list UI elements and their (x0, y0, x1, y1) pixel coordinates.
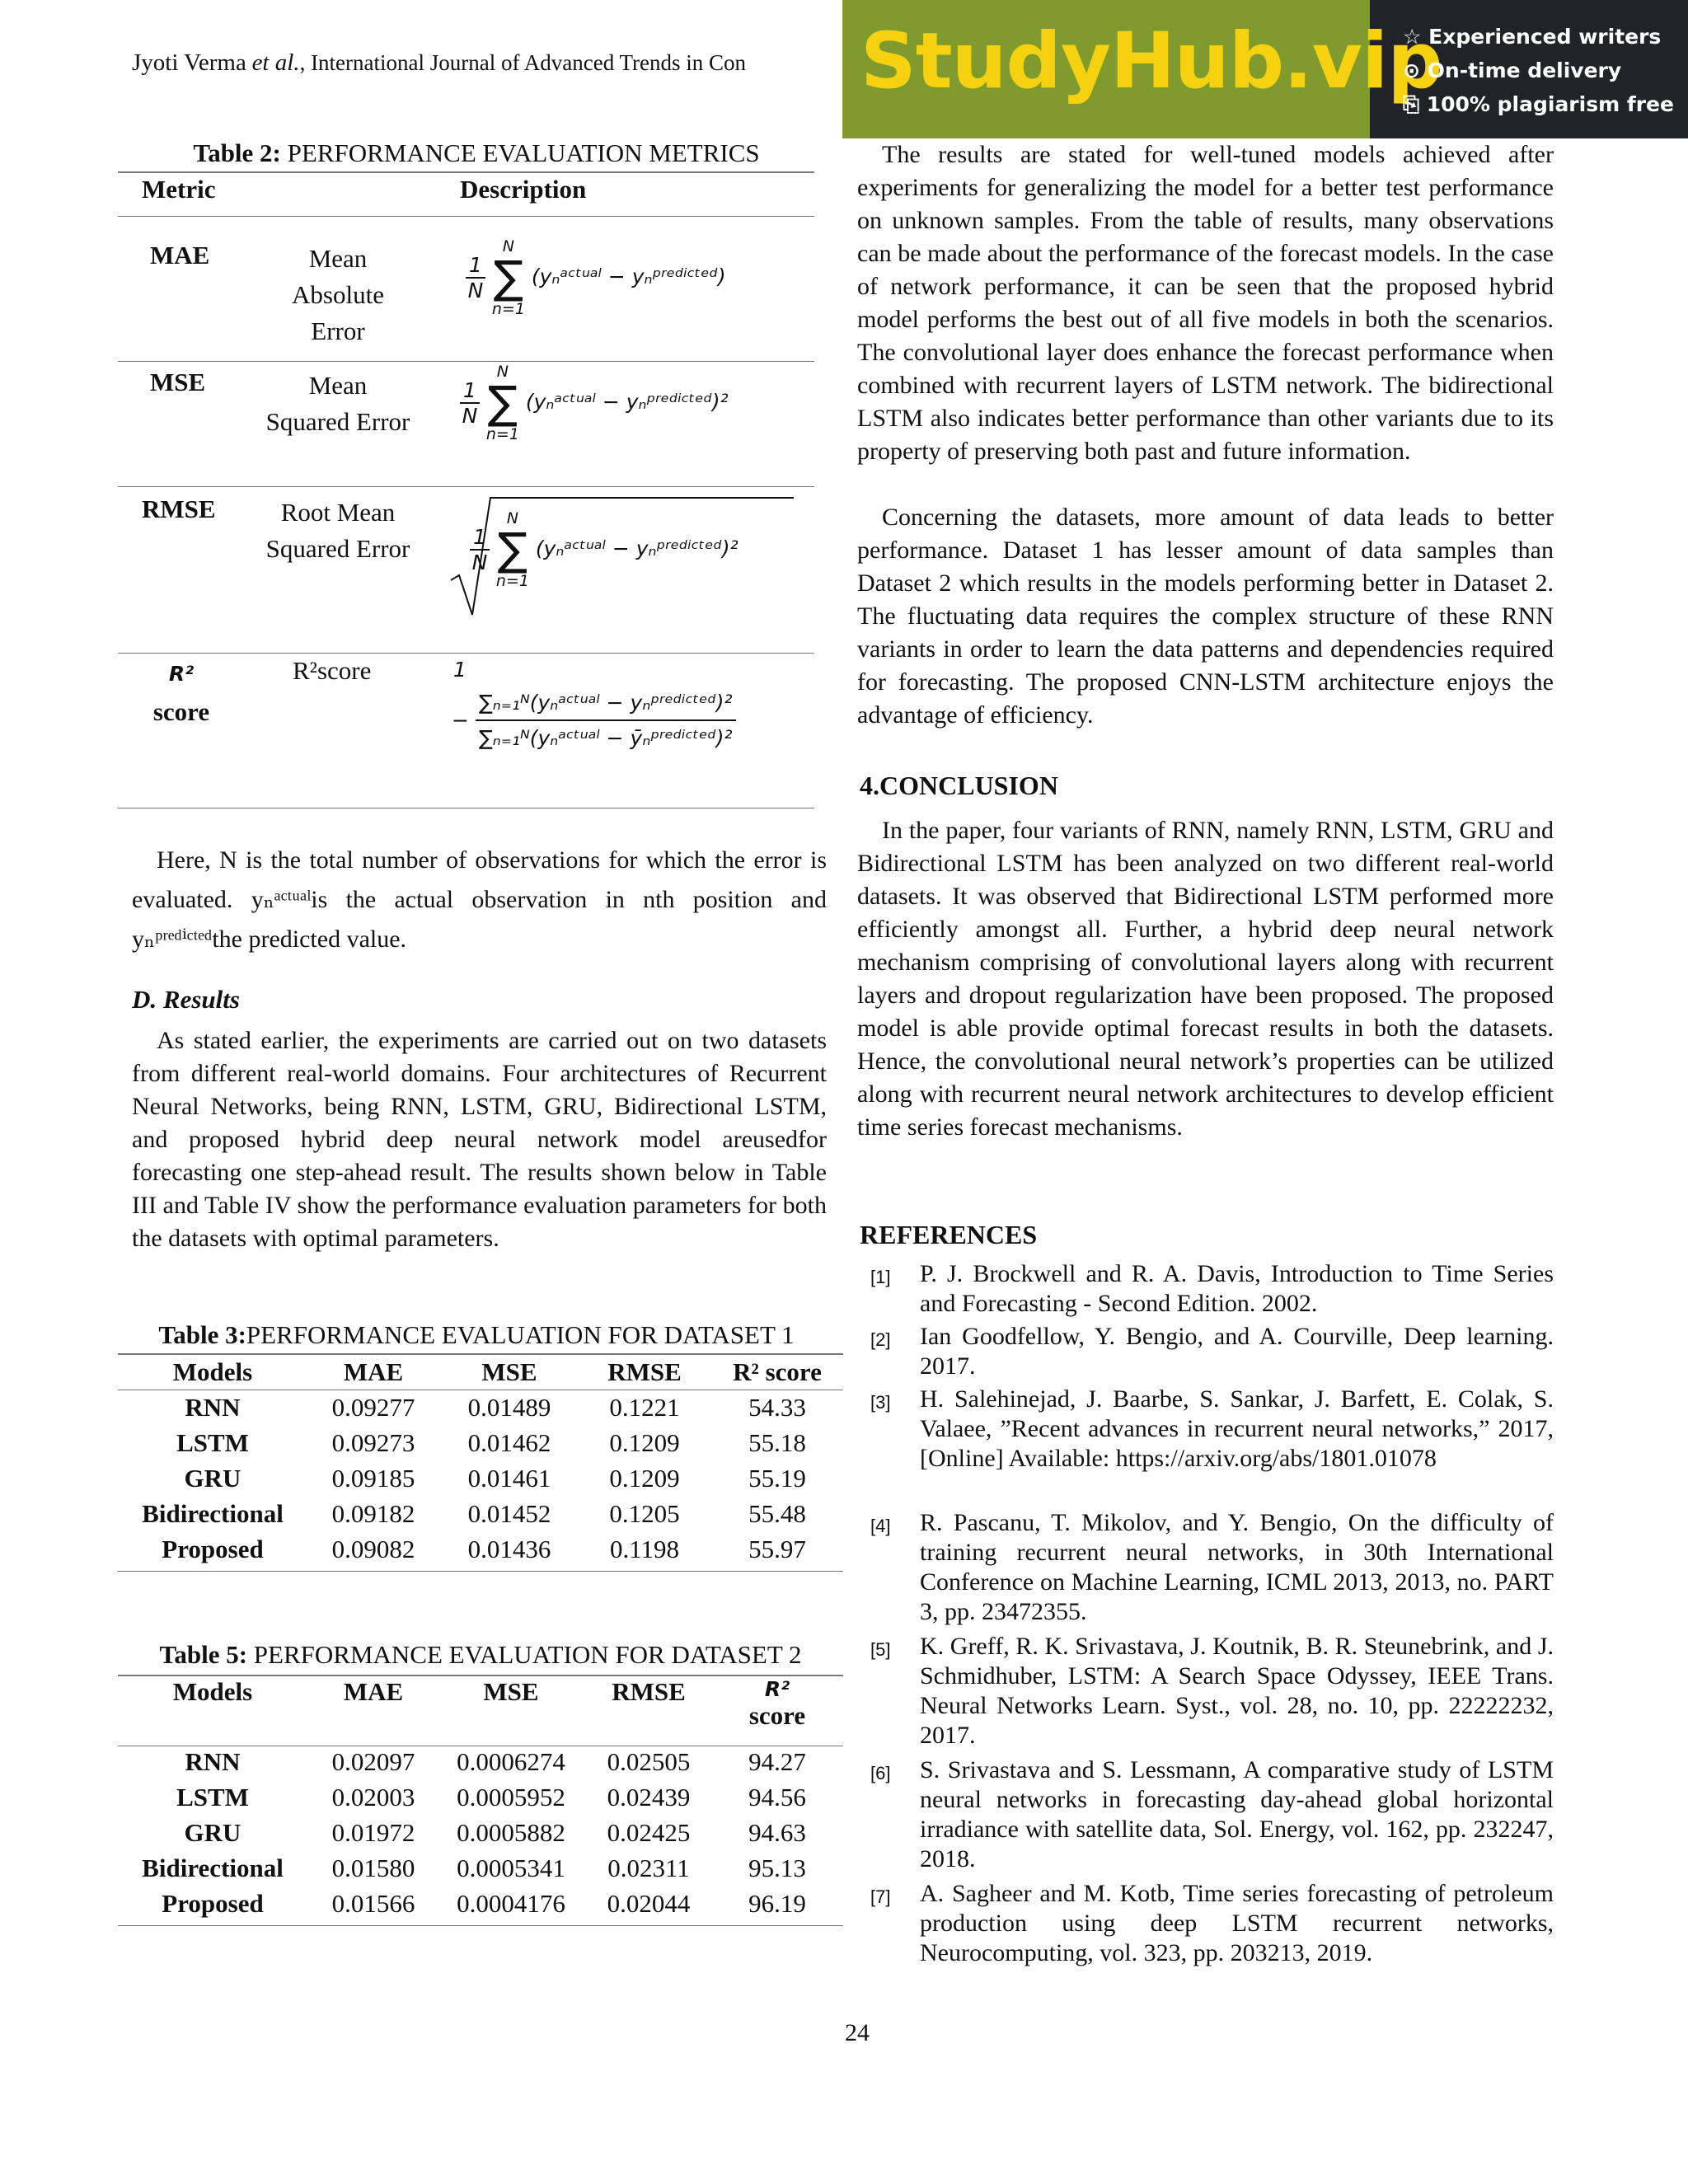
banner-feature-writers: ☆ Experienced writers (1403, 25, 1662, 49)
banner-features (1403, 20, 1674, 121)
reference-number: [3] (870, 1392, 891, 1413)
table-row-model: Bidirectional (142, 1499, 284, 1528)
table2-metric-r2: R² score (152, 662, 210, 726)
table-cell: 0.1205 (609, 1499, 680, 1528)
table-cell: 0.1209 (609, 1464, 680, 1493)
table2-header-description: Description (460, 175, 587, 204)
table-row-model: Proposed (162, 1535, 264, 1563)
formula-mse: $\frac{1}{N}$ N ∑ n=1 (yₙᵃᶜᵗᵘᵃˡ − yₙᵖʳᵉᵈⁱᶜᵗᵉᵈ)² (460, 363, 729, 443)
reference-number: [4] (870, 1516, 891, 1536)
table-cell: 94.56 (748, 1783, 806, 1811)
table-cell: 0.0006274 (457, 1747, 565, 1776)
table2-rule-2 (118, 486, 814, 487)
metrics-explanation: Here, N is the total number of observations for which the error is evaluated. yₙᵃᶜᵗᵘᵃˡis the actual observation in nth position and yₙᵖʳᵉᵈⁱᶜᵗᵉᵈthe predicted value. (132, 846, 827, 953)
table-cell: 0.09082 (331, 1535, 415, 1563)
table-row-model: RNN (185, 1747, 241, 1776)
page-number: 24 (845, 2019, 870, 2046)
formula-r2-one: 1 (453, 658, 467, 682)
table2-top-rule (118, 171, 814, 173)
table-cell: 0.02425 (607, 1818, 691, 1847)
table-cell: 0.01566 (331, 1889, 415, 1918)
table-cell: 0.01452 (467, 1499, 551, 1528)
table-cell: 0.09277 (331, 1393, 415, 1422)
results-paragraph: As stated earlier, the experiments are carried out on two datasets from different real-world domains. Four architectures of Recurrent Neural Networks, being RNN, LSTM, GRU, Bidirectional LSTM, and proposed hybrid deep neural network model areusedfor forecasting one step-ahead result. The results shown below in Table III and Table IV show the performance evaluation parameters for both the datasets with optimal parameters. (132, 1027, 827, 1252)
table3-header-r2: R² score (733, 1357, 822, 1386)
table3-header-rmse: RMSE (607, 1357, 682, 1386)
table-cell: 55.97 (748, 1535, 806, 1563)
table-row-model: LSTM (176, 1783, 249, 1811)
running-header: Jyoti Verma et al., International Journal of Advanced Trends in Con (132, 49, 746, 76)
results-heading: D. Results (132, 985, 240, 1014)
table2-desc-mae: Mean Absolute Error (292, 244, 384, 345)
banner-logo-panel (842, 0, 1442, 138)
formula-r2: − $\frac{\text{∑ₙ₌₁ᴺ(yₙᵃᶜᵗᵘᵃˡ − yₙᵖʳᵉᵈⁱᶜᵗᵉᵈ)²}}{\text{∑ₙ₌₁ᴺ(yₙᵃᶜᵗᵘᵃˡ − ȳₙᵖʳᵉᵈⁱᶜᵗᵉᵈ)²}}$ (452, 691, 736, 750)
table3-top-rule (118, 1353, 843, 1355)
reference-text: S. Srivastava and S. Lessmann, A comparative study of LSTM neural networks in forecasting day-ahead global horizontal irradiance with satellite data, Sol. Energy, vol. 162, pp. 232247, 2018. (920, 1756, 1554, 1872)
table-row-model: Proposed (162, 1889, 264, 1918)
reference-text: A. Sagheer and M. Kotb, Time series forecasting of petroleum production using deep LSTM recurrent networks, Neurocomputing, vol. 323, pp. 203213, 2019. (920, 1880, 1554, 1966)
conclusion-paragraph: In the paper, four variants of RNN, namely RNN, LSTM, GRU and Bidirectional LSTM has been analyzed on two different real-world datasets. It was observed that Bidirectional LSTM performed more efficiently amongst all. Further, a hybrid deep neural network mechanism comprising of convolutional layers along with recurrent layers and dropout regularization have been proposed. The proposed model is able provide optimal forecast results in both the datasets. Hence, the convolutional neural network’s properties can be utilized along with recurrent neural network architectures to develop efficient time series forecast mechanisms. (857, 817, 1554, 1141)
table-cell: 0.02439 (607, 1783, 691, 1811)
table-row-model: GRU (184, 1818, 241, 1847)
table-cell: 0.02097 (331, 1747, 415, 1776)
table-row-model: GRU (184, 1464, 241, 1493)
studyhub-banner[interactable] (842, 0, 1688, 138)
table-row-model: RNN (185, 1393, 241, 1422)
table3-header-models: Models (172, 1357, 253, 1386)
banner-feature-delivery: ⊙ On-time delivery (1403, 59, 1622, 82)
reference-item (857, 1385, 1554, 1474)
reference-number: [2] (870, 1329, 891, 1350)
table-cell: 0.0005341 (457, 1854, 565, 1882)
table-row-model: Bidirectional (142, 1854, 284, 1882)
table2-caption: Table 2: PERFORMANCE EVALUATION METRICS (193, 138, 760, 167)
table5-top-rule (118, 1675, 843, 1676)
table-cell: 0.1209 (609, 1428, 680, 1457)
table5-header-r2: R² score (748, 1677, 806, 1730)
reference-number: [7] (870, 1886, 891, 1907)
table2-desc-rmse: Root Mean Squared Error (265, 498, 410, 563)
table-cell: 0.0005952 (457, 1783, 565, 1811)
table2-metric-mse: MSE (150, 368, 206, 396)
table-cell: 94.27 (748, 1747, 806, 1776)
header-authors: Jyoti Verma (132, 49, 246, 76)
table-cell: 55.48 (748, 1499, 806, 1528)
table3-header-mae: MAE (343, 1357, 404, 1386)
table2-desc-r2: R²score (293, 656, 372, 685)
table2-header-rule (118, 216, 814, 217)
header-etal: et al. (251, 49, 300, 76)
table-cell: 0.02311 (607, 1854, 690, 1882)
reference-text: K. Greff, R. K. Srivastava, J. Koutnik, B. R. Steunebrink, and J. Schmidhuber, LSTM: A Search Space Odyssey, IEEE Trans. Neural Networks Learn. Syst., vol. 28, no. 10, pp. 22222232, 2017. (920, 1633, 1554, 1749)
conclusion-heading: 4.CONCLUSION (860, 771, 1058, 800)
table-cell: 0.1198 (609, 1535, 680, 1563)
reference-text: R. Pascanu, T. Mikolov, and Y. Bengio, On the difficulty of training recurrent neural networks, in 30th International Conference on Machine Learning, ICML 2013, 2013, no. PART 3, pp. 23472355. (920, 1509, 1554, 1625)
banner-logo: StudyHub.vip (860, 16, 1442, 106)
discussion-paragraph-1: The results are stated for well-tuned models achieved after experiments for generalizing the model for a better test performance on unknown samples. From the table of results, many observations can be made about the performance of the forecast models. In the case of network performance, it can be seen that the proposed hybrid model performs the best out of all five models in both the scenarios. The convolutional layer does enhance the forecast performance when combined with recurrent layers of LSTM network. The bidirectional LSTM also indicates better performance than other variants due to its property of preserving both past and future information. (857, 141, 1554, 465)
table-cell: 55.19 (748, 1464, 806, 1493)
table-cell: 0.01462 (467, 1428, 551, 1457)
reference-item (857, 1755, 1554, 1874)
table-cell: 0.01972 (331, 1818, 415, 1847)
table5-header-models: Models (172, 1677, 253, 1706)
table3-bottom-rule (118, 1571, 843, 1572)
table2-rule-3 (118, 653, 814, 654)
reference-item (857, 1508, 1554, 1627)
table-cell: 0.01489 (467, 1393, 551, 1422)
table-cell: 0.01580 (331, 1854, 415, 1882)
table2-metric-rmse: RMSE (142, 494, 216, 523)
table3-caption: Table 3:PERFORMANCE EVALUATION FOR DATASET 1 (158, 1320, 795, 1349)
reference-text: P. J. Brockwell and R. A. Davis, Introduction to Time Series and Forecasting - Second Edition. 2002. (920, 1260, 1554, 1317)
table-cell: 0.0004176 (457, 1889, 565, 1918)
table-cell: 0.09182 (331, 1499, 415, 1528)
references-heading: REFERENCES (860, 1220, 1038, 1249)
table2-metric-mae: MAE (150, 241, 210, 269)
table-row-model: LSTM (176, 1428, 249, 1457)
table-cell: 0.02003 (331, 1783, 415, 1811)
table-cell: 0.02505 (607, 1747, 691, 1776)
reference-number: [1] (870, 1267, 891, 1287)
reference-item (857, 1632, 1554, 1750)
formula-rmse: $\frac{1}{N}$ N ∑ n=1 (yₙᵃᶜᵗᵘᵃˡ − yₙᵖʳᵉᵈⁱᶜᵗᵉᵈ)² (470, 509, 738, 590)
reference-text: H. Salehinejad, J. Baarbe, S. Sankar, J. Barfett, E. Colak, S. Valaee, ”Recent advances in recurrent neural networks,” 2017, [Online] Available: https://arxiv.org/abs/1801.01078 (920, 1385, 1554, 1472)
table5-header-rmse: RMSE (612, 1677, 686, 1706)
table-cell: 0.02044 (607, 1889, 691, 1918)
reference-item (857, 1879, 1554, 1968)
table-cell: 94.63 (748, 1818, 806, 1847)
table-cell: 0.09185 (331, 1464, 415, 1493)
table-cell: 0.0005882 (457, 1818, 565, 1847)
table5-header-mae: MAE (343, 1677, 404, 1706)
reference-text: Ian Goodfellow, Y. Bengio, and A. Courville, Deep learning. 2017. (920, 1323, 1554, 1380)
table2-header-metric: Metric (142, 175, 216, 204)
reference-number: [5] (870, 1639, 891, 1660)
banner-feature-plagiarism: ⎘ 100% plagiarism free (1403, 92, 1674, 116)
table-cell: 0.01436 (467, 1535, 551, 1563)
header-journal: International Journal of Advanced Trends in Con (311, 50, 746, 75)
reference-item (857, 1259, 1554, 1319)
table-cell: 0.1221 (609, 1393, 680, 1422)
table5-header-mse: MSE (483, 1677, 539, 1706)
discussion-paragraph-2: Concerning the datasets, more amount of data leads to better performance. Dataset 1 has lesser amount of data samples than Dataset 2 which results in the models performing better in Dataset 2. The fluctuating data requires the complex structure of these RNN variants in order to learn the data patterns and dependencies required for forecasting. The proposed CNN-LSTM architecture enjoys the advantage of efficiency. (857, 504, 1554, 729)
reference-item (857, 1322, 1554, 1381)
table-cell: 0.01461 (467, 1464, 551, 1493)
table-cell: 55.18 (748, 1428, 806, 1457)
table5-bottom-rule (118, 1925, 843, 1926)
table-cell: 0.09273 (331, 1428, 415, 1457)
table5-caption: Table 5: PERFORMANCE EVALUATION FOR DATASET 2 (159, 1640, 802, 1669)
table-cell: 95.13 (748, 1854, 806, 1882)
table2-desc-mse: Mean Squared Error (265, 371, 410, 436)
table3-header-mse: MSE (481, 1357, 537, 1386)
formula-mae: $\frac{1}{N}$ N ∑ n=1 (yₙᵃᶜᵗᵘᵃˡ − yₙᵖʳᵉᵈⁱᶜᵗᵉᵈ) (466, 237, 726, 318)
table2-rule-1 (118, 361, 814, 362)
table-cell: 54.33 (748, 1393, 806, 1422)
reference-number: [6] (870, 1763, 891, 1783)
table-cell: 96.19 (748, 1889, 806, 1918)
